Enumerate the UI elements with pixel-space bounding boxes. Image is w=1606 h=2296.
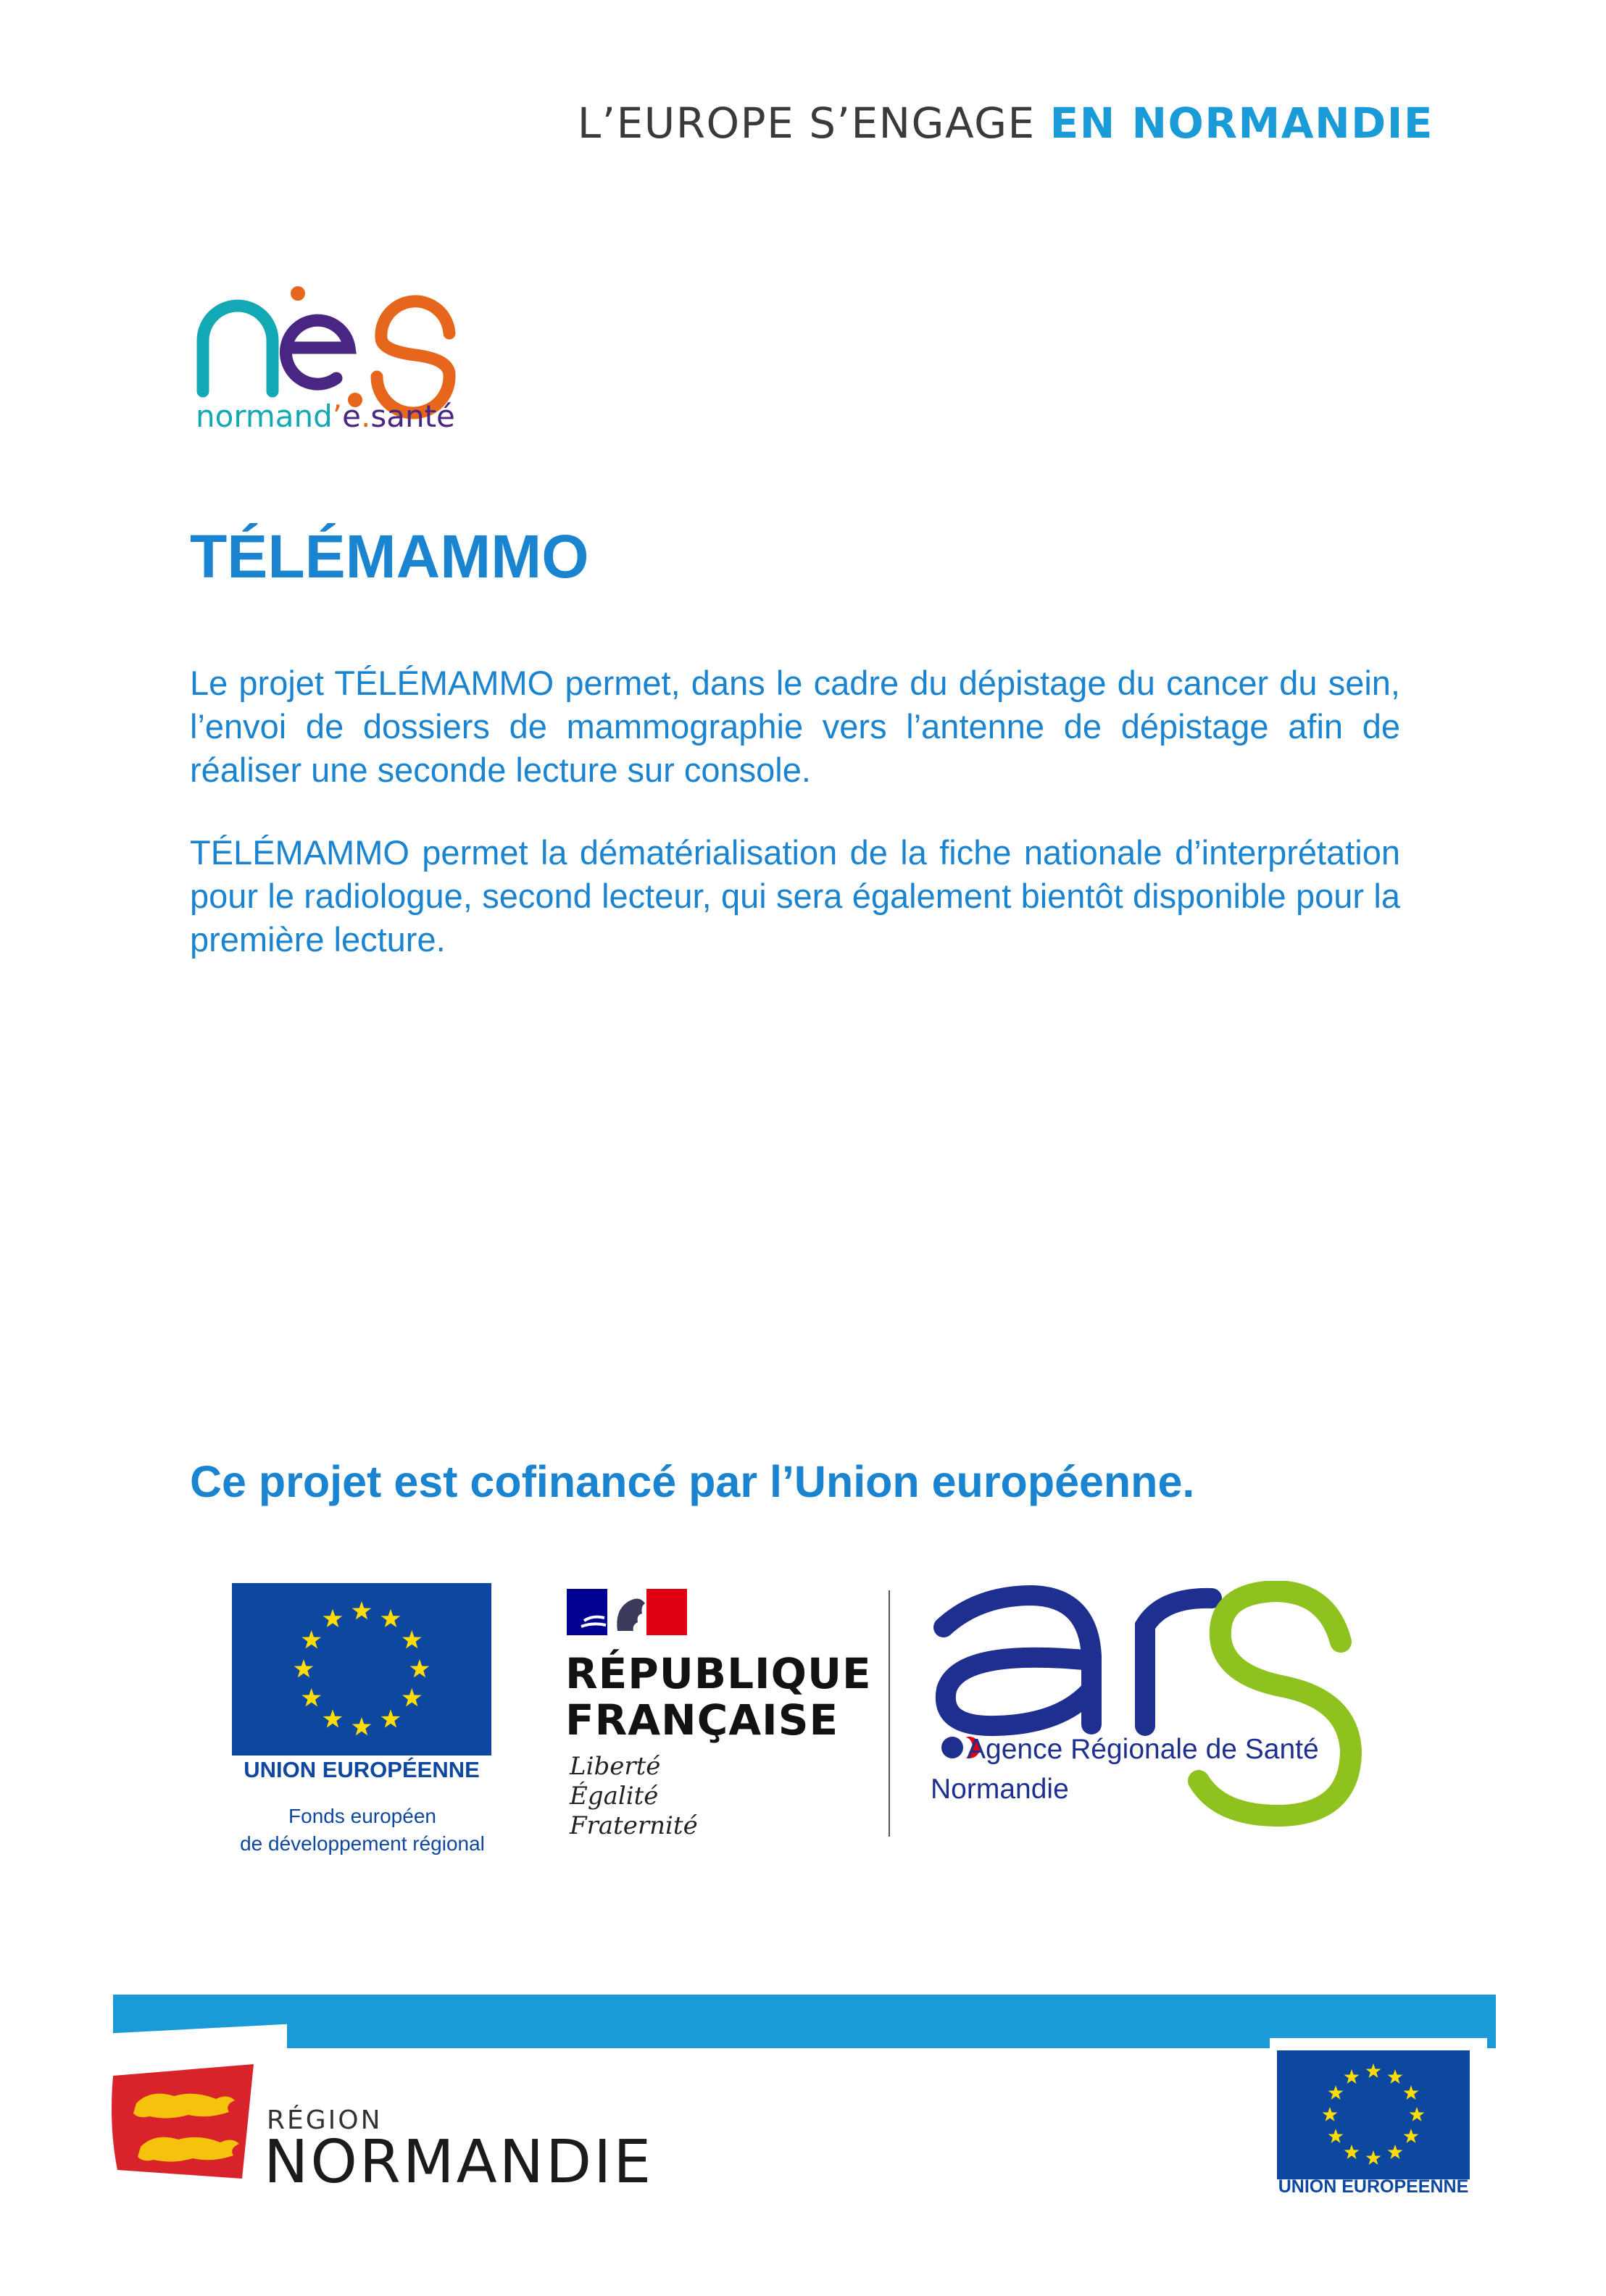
- region-label-small: RÉGION: [267, 2105, 383, 2135]
- slogan-accent: EN NORMANDIE: [1049, 99, 1434, 148]
- partner-divider: [889, 1590, 890, 1837]
- eu-flag-small-icon: [1277, 2050, 1470, 2179]
- eu-label: UNION EUROPÉENNE: [244, 1757, 480, 1782]
- eu-fund-label: Fonds européen de développement régional: [240, 1805, 485, 1855]
- intro-paragraph: Le projet TÉLÉMAMMO permet, dans le cadre du dépistage du cancer du sein, l’envoi de dossiers de mammographie vers l’antenne de dépistage afin de réaliser une seconde lecture sur console.: [190, 664, 1400, 789]
- normandy-leopards-shield-icon: [107, 2061, 259, 2184]
- funding-statement: Ce projet est cofinancé par l’Union européenne.: [190, 1457, 1195, 1506]
- nes-tagline: normand’e.santé: [196, 398, 455, 434]
- slogan-prefix: L’EUROPE S’ENGAGE: [577, 99, 1036, 148]
- republique-francaise-title: RÉPUBLIQUE FRANÇAISE: [565, 1649, 872, 1745]
- page-title: TÉLÉMAMMO: [190, 522, 589, 590]
- republique-motto: Liberté Égalité Fraternité: [570, 1752, 698, 1840]
- marianne-logo-icon: [567, 1589, 687, 1635]
- region-label-big: NORMANDIE: [264, 2128, 654, 2197]
- ars-region-name: Normandie: [931, 1774, 1069, 1805]
- header-slogan: [578, 99, 1434, 148]
- eu-flag-icon: [232, 1583, 491, 1756]
- ars-agency-name: Agence Régionale de Santé: [967, 1734, 1319, 1765]
- footer-eu-label: UNION EUROPÉENNE: [1278, 2176, 1469, 2197]
- detail-paragraph: TÉLÉMAMMO permet la dématérialisation de la fiche nationale d’interprétation pour le radiologue, second lecteur, qui sera également bientôt disponible pour la première lecture.: [190, 833, 1400, 959]
